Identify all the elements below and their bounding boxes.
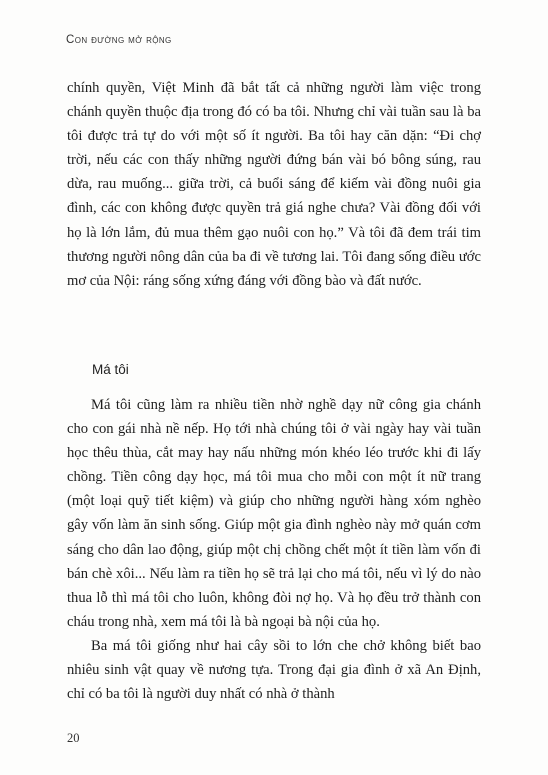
section-heading: Má tôi [92, 362, 129, 377]
paragraph-ba-ma: Ba má tôi giống như hai cây sồi to lớn che chở không biết bao nhiêu sinh vật quay về nương tựa. Trong đại gia đình ở xã An Định, chỉ có ba tôi là người duy nhất có nhà ở thành [67, 637, 481, 703]
running-header [66, 34, 172, 46]
page-number: 20 [67, 731, 80, 745]
paragraph-ma-toi: Má tôi cũng làm ra nhiều tiền nhờ nghề dạy nữ công gia chánh cho con gái nhà nề nếp. Họ tới nhà chúng tôi ở vài ngày hay vài tuần học thêu thùa, cắt may hay nấu những món khéo léo trước khi đi lấy chồng. Tiền công dạy học, má tôi mua cho mỗi con một ít nữ trang (một loại quỹ tiết kiệm) và giúp cho những người hàng xóm nghèo gây vốn làm ăn sinh sống. Giúp một gia đình nghèo này mở quán cơm sáng cho dân lao động, giúp một chị chồng chết một ít tiền làm vốn đi bán chè xôi... Nếu làm ra tiền họ sẽ trả lại cho má tôi, nếu vì lý do nào thua lỗ thì má tôi cho luôn, không đòi nợ họ. Và họ đều trở thành con cháu trong nhà, xem má tôi là bà ngoại bà nội của họ. [67, 397, 481, 630]
paragraph-continuation: chính quyền, Việt Minh đã bắt tất cả những người làm việc trong chánh quyền thuộc địa trong đó có ba tôi. Nhưng chỉ vài tuần sau là ba tôi được trả tự do với một số ít người. Ba tôi hay căn dặn: “Đi chợ trời, nếu các con thấy những người đứng bán vài bó bông súng, rau dừa, rau muống... giữa trời, cả buổi sáng để kiếm vài đồng nuôi gia đình, các con không được quyền trả giá nghe chưa? Vài đồng đối với họ là lớn lắm, đủ mua thêm gạo nuôi con họ.” Và tôi đã đem trái tim thương người nông dân của ba đi về tương lai. Tôi đang sống điều ước mơ của Nội: ráng sống xứng đáng với đồng bào và đất nước. [67, 80, 481, 289]
running-title: Con đường mở rộng [66, 34, 172, 46]
body-text-block-1 [67, 76, 481, 293]
body-text-block-2 [67, 393, 481, 706]
